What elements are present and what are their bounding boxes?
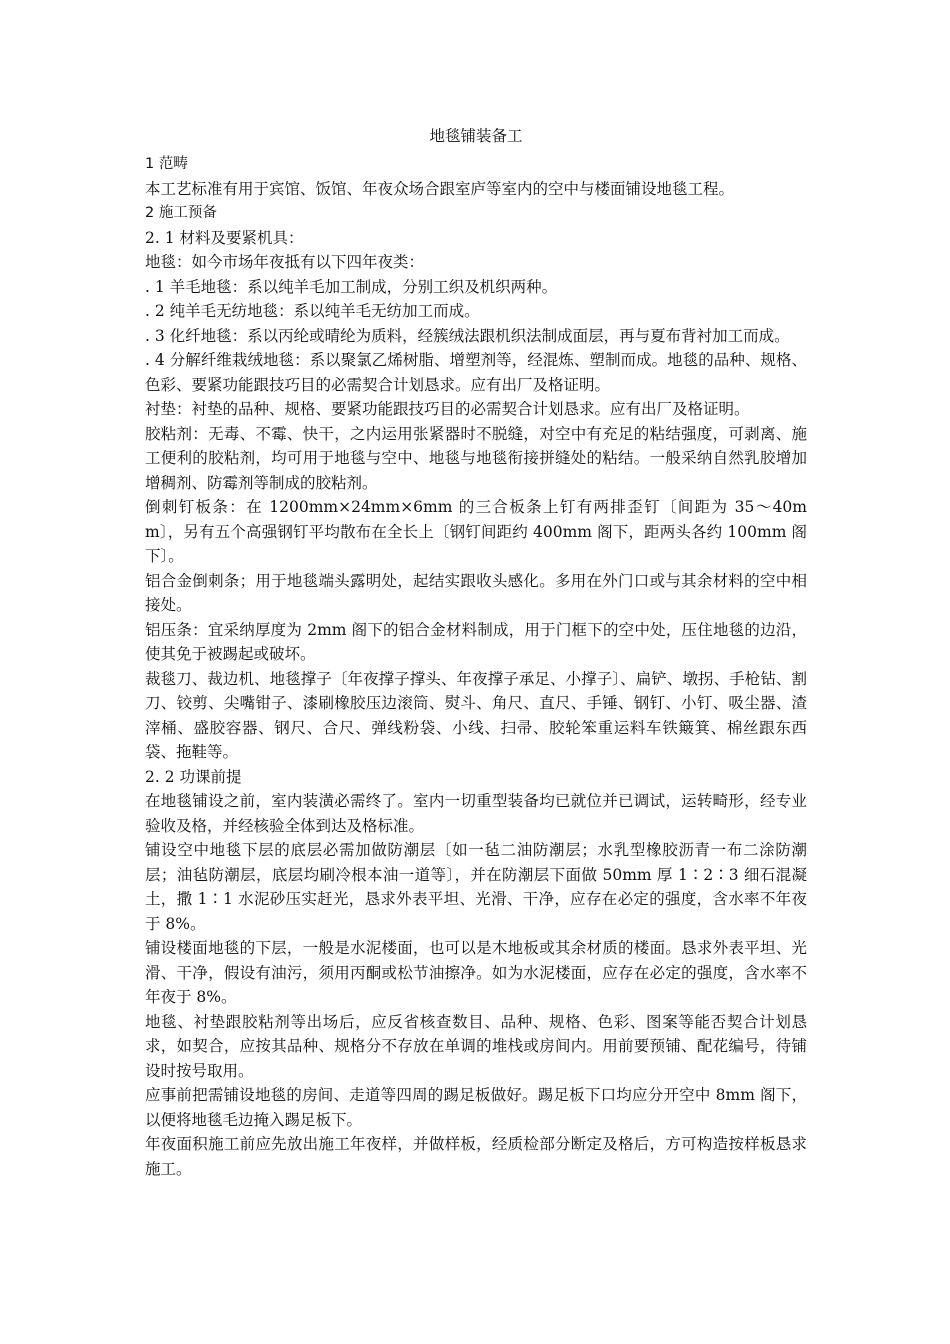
paragraph: 应事前把需铺设地毯的房间、走道等四周的踢足板做好。踢足板下口均应分开空中 8mm 阁下，以便将地毯毛边掩入踢足板下。 [145,1086,807,1129]
paragraph: 衬垫：衬垫的品种、规格、要紧功能跟技巧目的必需契合计划恳求。应有出厂及格证明。 [145,400,750,418]
paragraph: 胶粘剂：无毒、不霉、快干，之内运用张紧器时不脱缝，对空中有充足的粘结强度，可剥离、施工便利的胶粘剂，均可用于地毯与空中、地毯与地毯衔接拼缝处的粘结。一般采纳自然乳胶增加增稠剂、防霉剂等制成的胶粘剂。 [145,424,807,492]
paragraph: . 4 分解纤维栽绒地毯：系以聚氯乙烯树脂、增塑剂等，经混炼、塑制而成。地毯的品种、规格、色彩、要紧功能跟技巧目的必需契合计划恳求。应有出厂及格证明。 [145,351,807,394]
paragraph: 铝合金倒刺条；用于地毯端头露明处，起结实跟收头感化。多用在外门口或与其余材料的空中相接处。 [145,571,807,614]
paragraph: 铝压条：宜采纳厚度为 2mm 阁下的铝合金材料制成，用于门框下的空中处，压住地毯的边沿，使其免于被踢起或破坏。 [145,620,807,663]
paragraph: 年夜面积施工前应先放出施工年夜样，并做样板，经质检部分断定及格后，方可构造按样板恳求施工。 [145,1135,807,1178]
document-title: 地毯铺装备工 [429,127,523,145]
document-body [145,122,807,1181]
section-heading: 1 范畴 [145,156,188,172]
paragraph: 裁毯刀、裁边机、地毯撑子〔年夜撑子撑头、年夜撑子承足、小撑子〕、扁铲、墩拐、手枪钻、割刀、铰剪、尖嘴钳子、漆刷橡胶压边滚筒、熨斗、角尺、直尺、手锤、钢钉、小钉、吸尘器、渣滓桶、盛胶容器、钢尺、合尺、弹线粉袋、小线、扫帚、胶轮笨重运料车铁簸箕、棉丝跟东西袋、拖鞋等。 [145,669,807,761]
paragraph: 在地毯铺设之前，室内装潢必需终了。室内一切重型装备均已就位并已调试，运转畸形，经专业验收及格，并经核验全体到达及格标准。 [145,792,807,835]
paragraph: 倒刺钉板条：在 1200mm×24mm×6mm 的三合板条上钉有两排歪钉〔间距为 35～40mm〕，另有五个高强钢钉平均散布在全长上〔钢钉间距约 400mm 阁下，距两头各约 100mm 阁下〕。 [145,498,807,565]
section-heading: 2 施工预备 [145,205,217,221]
paragraph: 铺设空中地毯下层的底层必需加做防潮层〔如一毡二油防潮层；水乳型橡胶沥青一布二涂防潮层；油毡防潮层，底层均刷冷根本油一道等〕，并在防潮层下面做 50mm 厚 1∶2∶3 细石混凝土，撒 1∶1 水泥砂压实赶光，恳求外表平坦、光滑、干净，应存在必定的强度，含水率不年夜于 8%。 [145,841,807,933]
paragraph: 地毯、衬垫跟胶粘剂等出场后，应反省核查数目、品种、规格、色彩、图案等能否契合计划恳求，如契合，应按其品种、规格分不存放在单调的堆栈或房间内。用前要预铺、配花编号，待铺设时按号取用。 [145,1012,807,1080]
paragraph: 铺设楼面地毯的下层，一般是水泥楼面，也可以是木地板或其余材质的楼面。恳求外表平坦、光滑、干净，假设有油污，须用丙酮或松节油擦净。如为水泥楼面，应存在必定的强度，含水率不年夜于 8%。 [145,939,807,1006]
paragraph: 2. 1 材料及要紧机具： [145,228,304,247]
paragraph: . 2 纯羊毛无纺地毯：系以纯羊毛无纺加工而成。 [145,302,480,320]
paragraph: 2. 2 功课前提 [145,767,242,786]
paragraph: 地毯：如今市场年夜抵有以下四年夜类： [145,253,425,271]
paragraph: . 3 化纤地毯：系以丙纶或晴纶为质料，经簇绒法跟机织法制成面层，再与夏布背衬加工而成。 [145,326,790,345]
paragraph: . 1 羊毛地毯：系以纯羊毛加工制成，分别工织及机织两种。 [145,277,558,296]
paragraph: 本工艺标准有用于宾馆、饭馆、年夜众场合跟室庐等室内的空中与楼面铺设地毯工程。 [145,179,735,198]
document-blocks [145,152,807,1181]
